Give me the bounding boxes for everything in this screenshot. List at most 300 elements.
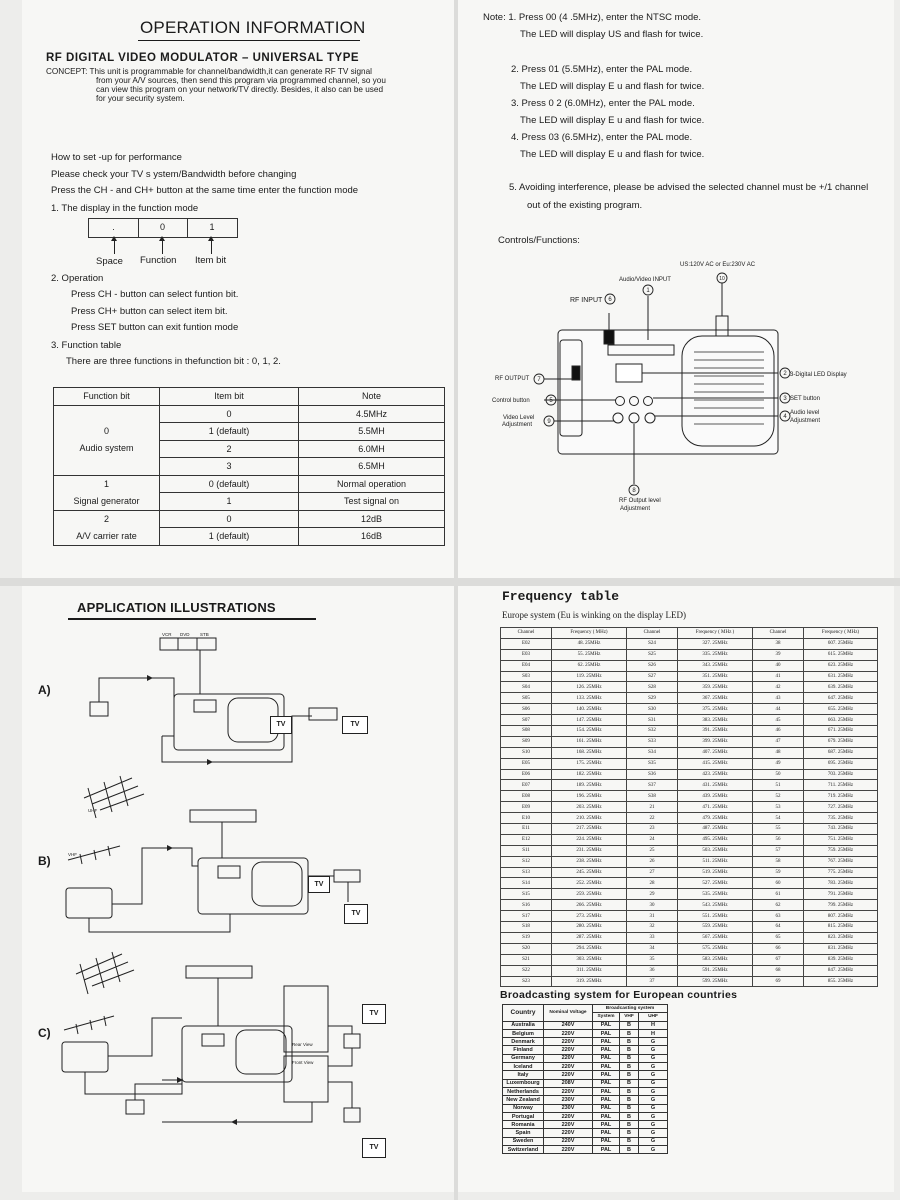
function-mode-display [88, 218, 238, 238]
wall-outlet-a [90, 702, 108, 716]
vhf-cell: B [620, 1137, 639, 1145]
frequency-cell: 210. 25MHz [552, 813, 627, 824]
item-bit-cell: 0 (default) [160, 475, 299, 493]
uhf-cell: H [639, 1029, 668, 1037]
page-fold-horizontal [0, 578, 900, 586]
controls-title: Controls/Functions: [498, 235, 580, 246]
channel-cell: S32 [627, 726, 678, 737]
channel-cell: S08 [501, 726, 552, 737]
table-row [501, 878, 878, 889]
table-row [503, 1021, 668, 1029]
frequency-cell: 495. 25MHz [678, 834, 753, 845]
channel-cell: E11 [501, 824, 552, 835]
channel-cell: 60 [753, 878, 804, 889]
uhf-label-b: UHF [88, 808, 98, 813]
freq-header-frequency-2: Frequency ( MHz ) [678, 628, 753, 639]
channel-cell: S31 [627, 715, 678, 726]
frequency-cell: 119. 25MHz [552, 671, 627, 682]
marker-6-number: 6 [608, 297, 612, 303]
country-cell: Finland [503, 1046, 544, 1054]
table-row [501, 922, 878, 933]
frequency-cell: 623. 25MHz [804, 660, 878, 671]
frequency-cell: 423. 25MHz [678, 769, 753, 780]
frequency-cell: 303. 25MHz [552, 954, 627, 965]
frequency-cell: 231. 25MHz [552, 845, 627, 856]
table-row [501, 900, 878, 911]
vhf-label-b: VHF [68, 852, 77, 857]
frequency-cell: 799. 25MHz [804, 900, 878, 911]
channel-cell: E06 [501, 769, 552, 780]
channel-cell: 39 [753, 649, 804, 660]
function-name: Audio system [79, 443, 134, 453]
voltage-cell: 240V [544, 1021, 593, 1029]
frequency-cell: 527. 25MHz [678, 878, 753, 889]
channel-cell: 45 [753, 715, 804, 726]
frequency-table-body [501, 638, 878, 987]
frequency-cell: 383. 25MHz [678, 715, 753, 726]
channel-cell: 59 [753, 867, 804, 878]
frequency-cell: 767. 25MHz [804, 856, 878, 867]
function-bit-0-cell [54, 405, 160, 475]
item-bit-cell: 1 (default) [160, 423, 299, 441]
frequency-cell: 671. 25MHz [804, 726, 878, 737]
vhf-cell: B [620, 1046, 639, 1054]
channel-cell: 29 [627, 889, 678, 900]
frequency-cell: 751. 25MHz [804, 834, 878, 845]
table-row [501, 813, 878, 824]
system-cell: PAL [593, 1104, 620, 1112]
frequency-cell: 599. 25MHz [678, 976, 753, 987]
table-row [503, 1054, 668, 1062]
voltage-cell: 220V [544, 1121, 593, 1129]
vhf-cell: B [620, 1146, 639, 1154]
section-b-label: B) [38, 854, 51, 868]
system-cell: PAL [593, 1129, 620, 1137]
frequency-cell: 154. 25MHz [552, 726, 627, 737]
table-row [501, 671, 878, 682]
uhf-cell: G [639, 1104, 668, 1112]
broadcast-table [502, 1004, 668, 1154]
function-bit-value: 0 [103, 426, 109, 436]
frequency-cell: 607. 25MHz [804, 638, 878, 649]
table-row [501, 649, 878, 660]
note-line-4: The LED will display E u and flash for twice. [520, 81, 705, 92]
frequency-cell: 359. 25MHz [678, 682, 753, 693]
channel-cell: S34 [627, 747, 678, 758]
vhf-cell: B [620, 1087, 639, 1095]
frequency-cell: 133. 25MHz [552, 693, 627, 704]
note-cell: Normal operation [299, 475, 445, 493]
note-cell: 6.0MH [299, 440, 445, 458]
frequency-cell: 807. 25MHz [804, 911, 878, 922]
splitter-b [334, 870, 360, 882]
display-cell-space: . [89, 219, 139, 237]
uhf-cell: G [639, 1137, 668, 1145]
frequency-cell: 245. 25MHz [552, 867, 627, 878]
notes-controls-panel [458, 0, 894, 578]
vhf-cell: B [620, 1038, 639, 1046]
channel-cell: 63 [753, 911, 804, 922]
channel-cell: 26 [627, 856, 678, 867]
note-line-9: 5. Avoiding interference, please be advised the selected channel must be +/1 channel [509, 182, 869, 193]
frequency-cell: 259. 25MHz [552, 889, 627, 900]
frequency-cell: 655. 25MHz [804, 704, 878, 715]
voltage-cell: 220V [544, 1054, 593, 1062]
channel-cell: 41 [753, 671, 804, 682]
channel-cell: S28 [627, 682, 678, 693]
channel-cell: 49 [753, 758, 804, 769]
broadcast-header-system-group: Broadcasting system [593, 1005, 668, 1013]
label-item-bit: Item bit [195, 255, 227, 266]
tv-icon-c1: TV [362, 1004, 386, 1024]
channel-cell: E08 [501, 791, 552, 802]
table-row [501, 954, 878, 965]
uhf-cell: H [639, 1021, 668, 1029]
space-arrow-icon [114, 240, 115, 254]
frequency-cell: 615. 25MHz [804, 649, 878, 660]
function-name: A/V carrier rate [76, 530, 137, 541]
country-cell: Denmark [503, 1038, 544, 1046]
broadcast-header-uhf: UHF [639, 1013, 668, 1021]
frequency-cell: 471. 25MHz [678, 802, 753, 813]
frequency-cell: 147. 25MHz [552, 715, 627, 726]
note-cell: 5.5MH [299, 423, 445, 441]
note-line-6: The LED will display E u and flash for twice. [520, 115, 705, 126]
note-line-10: out of the existing program. [527, 200, 643, 211]
country-cell: New Zealand [503, 1096, 544, 1104]
marker-7-number: 7 [537, 377, 541, 383]
system-cell: PAL [593, 1096, 620, 1104]
channel-cell: 65 [753, 932, 804, 943]
table-row [501, 824, 878, 835]
item-bit-cell: 0 [160, 510, 299, 528]
note-line-2: The LED will display US and flash for twice. [520, 29, 704, 40]
channel-cell: S33 [627, 736, 678, 747]
system-cell: PAL [593, 1038, 620, 1046]
channel-cell: S18 [501, 922, 552, 933]
channel-cell: 46 [753, 726, 804, 737]
country-cell: Italy [503, 1071, 544, 1079]
application-illustrations-panel [22, 586, 454, 1192]
table-row [501, 769, 878, 780]
broadcast-title: Broadcasting system for European countries [500, 989, 738, 1001]
operation-information-panel [22, 0, 454, 578]
frequency-cell: 711. 25MHz [804, 780, 878, 791]
channel-cell: S07 [501, 715, 552, 726]
channel-cell: 22 [627, 813, 678, 824]
table-row [501, 856, 878, 867]
frequency-cell: 679. 25MHz [804, 736, 878, 747]
function-arrow-icon [162, 240, 163, 254]
uhf-cell: G [639, 1071, 668, 1079]
table-row [503, 1079, 668, 1087]
country-cell: Australia [503, 1021, 544, 1029]
table-row [503, 1063, 668, 1071]
av-source-devices-b [190, 810, 256, 822]
frequency-cell: 575. 25MHz [678, 943, 753, 954]
frequency-cell: 399. 25MHz [678, 736, 753, 747]
item-bit-cell: 2 [160, 440, 299, 458]
frequency-cell: 839. 25MHz [804, 954, 878, 965]
note-line-5: 3. Press 0 2 (6.0MHz), enter the PAL mode. [511, 98, 695, 109]
antenna-vhf-c [64, 1016, 114, 1034]
channel-cell: S17 [501, 911, 552, 922]
function-table-note: There are three functions in thefunction bit : 0, 1, 2. [66, 356, 281, 367]
frequency-cell: 719. 25MHz [804, 791, 878, 802]
system-cell: PAL [593, 1071, 620, 1079]
frequency-table-title: Frequency table [502, 589, 620, 604]
frequency-cell: 567. 25MHz [678, 932, 753, 943]
broadcast-header-voltage: Nominal Voltage [544, 1005, 593, 1022]
table-row [501, 726, 878, 737]
rf-input-label: RF INPUT [570, 297, 603, 304]
vhf-cell: B [620, 1021, 639, 1029]
freq-header-channel-2: Channel [627, 628, 678, 639]
table-row [501, 660, 878, 671]
uhf-cell: G [639, 1063, 668, 1071]
concept-line-1: CONCEPT: This unit is programmable for channel/bandwidth,it can generate RF TV signal [46, 67, 372, 76]
frequency-cell: 831. 25MHz [804, 943, 878, 954]
system-cell: PAL [593, 1021, 620, 1029]
amplifier-b [66, 888, 112, 918]
frequency-table [500, 627, 878, 987]
function-table [53, 387, 445, 546]
channel-cell: 31 [627, 911, 678, 922]
channel-cell: 58 [753, 856, 804, 867]
frequency-cell: 196. 25MHz [552, 791, 627, 802]
channel-cell: 21 [627, 802, 678, 813]
voltage-cell: 230V [544, 1096, 593, 1104]
operation-line-1: Press CH - button can select funtion bit. [71, 289, 239, 300]
table-row [503, 1038, 668, 1046]
country-cell: Netherlands [503, 1087, 544, 1095]
audio-level-label-2: Adjustment [790, 418, 821, 424]
marker-2-number: 2 [783, 371, 787, 377]
channel-cell: E09 [501, 802, 552, 813]
vhf-cell: B [620, 1063, 639, 1071]
video-level-label-2: Adjustment [502, 422, 533, 428]
marker-9-number: 9 [547, 419, 551, 425]
vhf-cell: B [620, 1054, 639, 1062]
frequency-cell: 647. 25MHz [804, 693, 878, 704]
uhf-cell: G [639, 1096, 668, 1104]
av-input-label: Audio/Video INPUT [619, 277, 671, 283]
audio-level-label-1: Audio level [790, 410, 820, 416]
vhf-cell: B [620, 1112, 639, 1120]
frequency-cell: 351. 25MHz [678, 671, 753, 682]
country-cell: Sweden [503, 1137, 544, 1145]
frequency-cell: 161. 25MHz [552, 736, 627, 747]
frequency-cell: 783. 25MHz [804, 878, 878, 889]
frequency-cell: 266. 25MHz [552, 900, 627, 911]
channel-cell: 23 [627, 824, 678, 835]
channel-cell: 53 [753, 802, 804, 813]
frequency-cell: 48. 25MHz [552, 638, 627, 649]
frequency-cell: 311. 25MHz [552, 965, 627, 976]
channel-cell: 48 [753, 747, 804, 758]
frequency-cell: 319. 25MHz [552, 976, 627, 987]
table-row [501, 736, 878, 747]
freq-header-channel-3: Channel [753, 628, 804, 639]
channel-cell: S27 [627, 671, 678, 682]
marker-5-number: 5 [549, 398, 553, 404]
table-row [501, 932, 878, 943]
frequency-panel [458, 586, 894, 1192]
note-cell: 16dB [299, 528, 445, 546]
table-row [503, 1146, 668, 1154]
uhf-cell: G [639, 1112, 668, 1120]
channel-cell: 51 [753, 780, 804, 791]
rf-output-level-label-1: RF Output level [619, 498, 661, 504]
voltage-cell: 220V [544, 1071, 593, 1079]
table-row [501, 802, 878, 813]
section-a-label: A) [38, 683, 51, 697]
video-level-label-1: Video Level [503, 415, 535, 421]
table-row [501, 845, 878, 856]
diagram-a [90, 638, 337, 762]
system-cell: PAL [593, 1029, 620, 1037]
frequency-cell: 189. 25MHz [552, 780, 627, 791]
channel-cell: 24 [627, 834, 678, 845]
freq-header-channel-1: Channel [501, 628, 552, 639]
channel-cell: 28 [627, 878, 678, 889]
header-note: Note [299, 388, 445, 406]
channel-cell: 55 [753, 824, 804, 835]
frequency-cell: 217. 25MHz [552, 824, 627, 835]
frequency-cell: 775. 25MHz [804, 867, 878, 878]
item-bit-cell: 0 [160, 405, 299, 423]
channel-cell: E12 [501, 834, 552, 845]
broadcast-header-system: System [593, 1013, 620, 1021]
channel-cell: S03 [501, 671, 552, 682]
channel-cell: S22 [501, 965, 552, 976]
voltage-cell: 230V [544, 1104, 593, 1112]
header-function-bit: Function bit [54, 388, 160, 406]
frequency-cell: 62. 25MHz [552, 660, 627, 671]
frequency-cell: 503. 25MHz [678, 845, 753, 856]
concept-line-2: from your A/V sources, then send this program via programmed channel, so you [96, 76, 386, 85]
system-cell: PAL [593, 1046, 620, 1054]
channel-cell: 38 [753, 638, 804, 649]
table-row [501, 867, 878, 878]
item-bit-cell: 3 [160, 458, 299, 476]
table-row [501, 747, 878, 758]
channel-cell: S19 [501, 932, 552, 943]
frequency-cell: 519. 25MHz [678, 867, 753, 878]
step-1-heading: 1. The display in the function mode [51, 203, 199, 214]
marker-8-number: 8 [632, 488, 636, 494]
item-bit-arrow-icon [211, 240, 212, 254]
note-cell: 4.5MHz [299, 405, 445, 423]
system-cell: PAL [593, 1121, 620, 1129]
channel-cell: E10 [501, 813, 552, 824]
frequency-cell: 559. 25MHz [678, 922, 753, 933]
system-cell: PAL [593, 1087, 620, 1095]
frequency-cell: 367. 25MHz [678, 693, 753, 704]
country-cell: Romania [503, 1121, 544, 1129]
frequency-cell: 252. 25MHz [552, 878, 627, 889]
note-line-7: 4. Press 03 (6.5MHz), enter the PAL mode. [511, 132, 693, 143]
country-cell: Portugal [503, 1112, 544, 1120]
tv-icon-c2: TV [362, 1138, 386, 1158]
concept-line-3: can view this program on your network/TV directly. Besides, it also can be used [96, 85, 383, 94]
marker-4-number: 4 [783, 414, 787, 420]
modulator-front-diagram [458, 0, 894, 578]
table-row [503, 1029, 668, 1037]
note-line-3: 2. Press 01 (5.5MHz), enter the PAL mode. [511, 64, 693, 75]
channel-cell: 54 [753, 813, 804, 824]
channel-cell: 42 [753, 682, 804, 693]
frequency-header-row [501, 628, 878, 639]
table-row [503, 1129, 668, 1137]
frequency-cell: 140. 25MHz [552, 704, 627, 715]
channel-cell: 57 [753, 845, 804, 856]
table-row [503, 1137, 668, 1145]
table-row [501, 911, 878, 922]
frequency-cell: 551. 25MHz [678, 911, 753, 922]
frequency-cell: 727. 25MHz [804, 802, 878, 813]
wall-outlet-c3 [344, 1108, 360, 1122]
power-label: US:120V AC or Eu:230V AC [680, 262, 756, 268]
freq-header-frequency-1: Frequency ( MHz) [552, 628, 627, 639]
frequency-cell: 415. 25MHz [678, 758, 753, 769]
table-row [503, 1087, 668, 1095]
frequency-cell: 335. 25MHz [678, 649, 753, 660]
system-cell: PAL [593, 1054, 620, 1062]
led-display-window [616, 364, 642, 382]
frequency-cell: 759. 25MHz [804, 845, 878, 856]
vhf-cell: B [620, 1129, 639, 1137]
table-row [501, 704, 878, 715]
channel-cell: E05 [501, 758, 552, 769]
voltage-cell: 220V [544, 1112, 593, 1120]
country-cell: Luxembourg [503, 1079, 544, 1087]
channel-cell: S36 [627, 769, 678, 780]
table-row [501, 976, 878, 987]
label-function: Function [140, 255, 177, 266]
frequency-cell: 375. 25MHz [678, 704, 753, 715]
concept-line-4: for your security system. [96, 94, 185, 103]
frequency-cell: 294. 25MHz [552, 943, 627, 954]
channel-cell: S25 [627, 649, 678, 660]
channel-cell: 52 [753, 791, 804, 802]
country-cell: Germany [503, 1054, 544, 1062]
vhf-cell: B [620, 1104, 639, 1112]
table-row [501, 834, 878, 845]
frequency-cell: 631. 25MHz [804, 671, 878, 682]
system-cell: PAL [593, 1063, 620, 1071]
frequency-cell: 535. 25MHz [678, 889, 753, 900]
voltage-cell: 208V [544, 1079, 593, 1087]
broadcast-header-country: Country [503, 1005, 544, 1022]
setup-heading: How to set -up for performance [51, 152, 182, 163]
title-underline [138, 40, 360, 41]
country-cell: Norway [503, 1104, 544, 1112]
channel-cell: S24 [627, 638, 678, 649]
table-row [501, 943, 878, 954]
table-row [503, 1104, 668, 1112]
function-name: Signal generator [73, 495, 140, 506]
channel-cell: 61 [753, 889, 804, 900]
table-row [501, 682, 878, 693]
channel-cell: 50 [753, 769, 804, 780]
antenna-uhf-c [76, 952, 134, 994]
country-cell: Spain [503, 1129, 544, 1137]
channel-cell: 44 [753, 704, 804, 715]
modulator-subtitle: RF DIGITAL VIDEO MODULATOR – UNIVERSAL TYPE [46, 52, 360, 64]
function-table-header [54, 388, 445, 406]
table-row [501, 791, 878, 802]
